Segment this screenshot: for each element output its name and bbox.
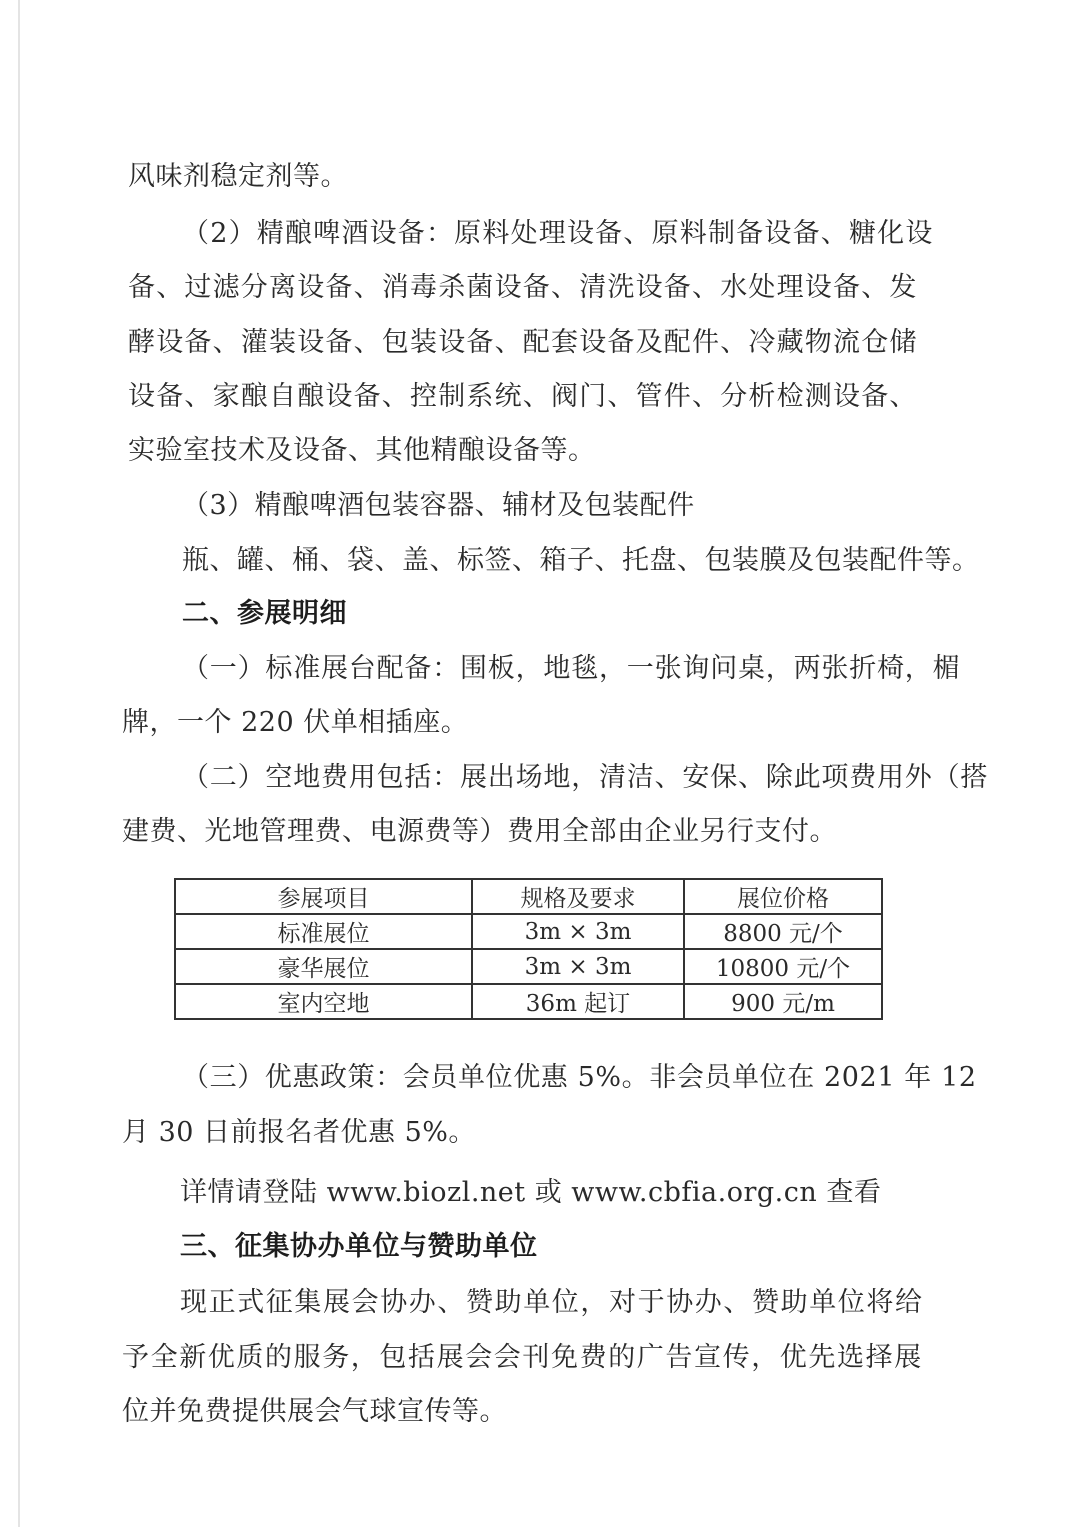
- text-line: 月 30 日前报名者优惠 5%。: [122, 1117, 476, 1148]
- table-row: [175, 984, 882, 1019]
- table-cell: 36m 起订: [472, 984, 684, 1019]
- text-line: 酵设备、灌装设备、包装设备、配套设备及配件、冷藏物流仓储: [128, 327, 918, 358]
- table-cell: 900 元/m: [684, 984, 882, 1019]
- text-line: （2）精酿啤酒设备：原料处理设备、原料制备设备、糖化设: [182, 218, 934, 249]
- table-header-cell: 参展项目: [175, 879, 472, 914]
- fee-table-wrapper: [174, 878, 883, 1020]
- text-line: 风味剂稳定剂等。: [128, 161, 348, 192]
- text-line: 实验室技术及设备、其他精酿设备等。: [128, 435, 596, 466]
- section-heading-exhibit-details: 二、参展明细: [182, 598, 347, 629]
- text-line: 瓶、罐、桶、袋、盖、标签、箱子、托盘、包装膜及包装配件等。: [182, 545, 980, 576]
- text-line: （一）标准展台配备：围板，地毯，一张询问桌，两张折椅，楣: [182, 653, 961, 684]
- text-line: 牌，一个 220 伏单相插座。: [122, 707, 469, 738]
- table-row: [175, 914, 882, 949]
- table-header-row: [175, 879, 882, 914]
- text-line: （3）精酿啤酒包装容器、辅材及包装配件: [182, 490, 695, 521]
- text-line: （三）优惠政策：会员单位优惠 5%。非会员单位在 2021 年 12: [182, 1062, 977, 1093]
- table-cell: 标准展位: [175, 914, 472, 949]
- text-line-website-info: 详情请登陆 www.biozl.net 或 www.cbfia.org.cn 查看: [180, 1177, 882, 1208]
- table-cell: 3m × 3m: [472, 949, 684, 984]
- text-line: 设备、家酿自酿设备、控制系统、阀门、管件、分析检测设备、: [128, 381, 918, 412]
- text-line: 位并免费提供展会气球宣传等。: [122, 1396, 507, 1427]
- table-cell: 10800 元/个: [684, 949, 882, 984]
- fee-table: [174, 878, 883, 1020]
- table-cell: 豪华展位: [175, 949, 472, 984]
- text-line: 备、过滤分离设备、消毒杀菌设备、清洗设备、水处理设备、发: [128, 272, 918, 303]
- table-cell: 室内空地: [175, 984, 472, 1019]
- text-line: （二）空地费用包括：展出场地，清洁、安保、除此项费用外（搭: [182, 762, 989, 793]
- table-row: [175, 949, 882, 984]
- section-heading-sponsors: 三、征集协办单位与赞助单位: [180, 1231, 538, 1262]
- table-cell: 8800 元/个: [684, 914, 882, 949]
- table-cell: 3m × 3m: [472, 914, 684, 949]
- table-header-cell: 规格及要求: [472, 879, 684, 914]
- text-line: 予全新优质的服务，包括展会会刊免费的广告宣传，优先选择展: [122, 1342, 923, 1373]
- text-line: 建费、光地管理费、电源费等）费用全部由企业另行支付。: [122, 816, 837, 847]
- table-header-cell: 展位价格: [684, 879, 882, 914]
- page-edge-line: [18, 0, 20, 1527]
- text-line: 现正式征集展会协办、赞助单位，对于协办、赞助单位将给: [180, 1287, 924, 1318]
